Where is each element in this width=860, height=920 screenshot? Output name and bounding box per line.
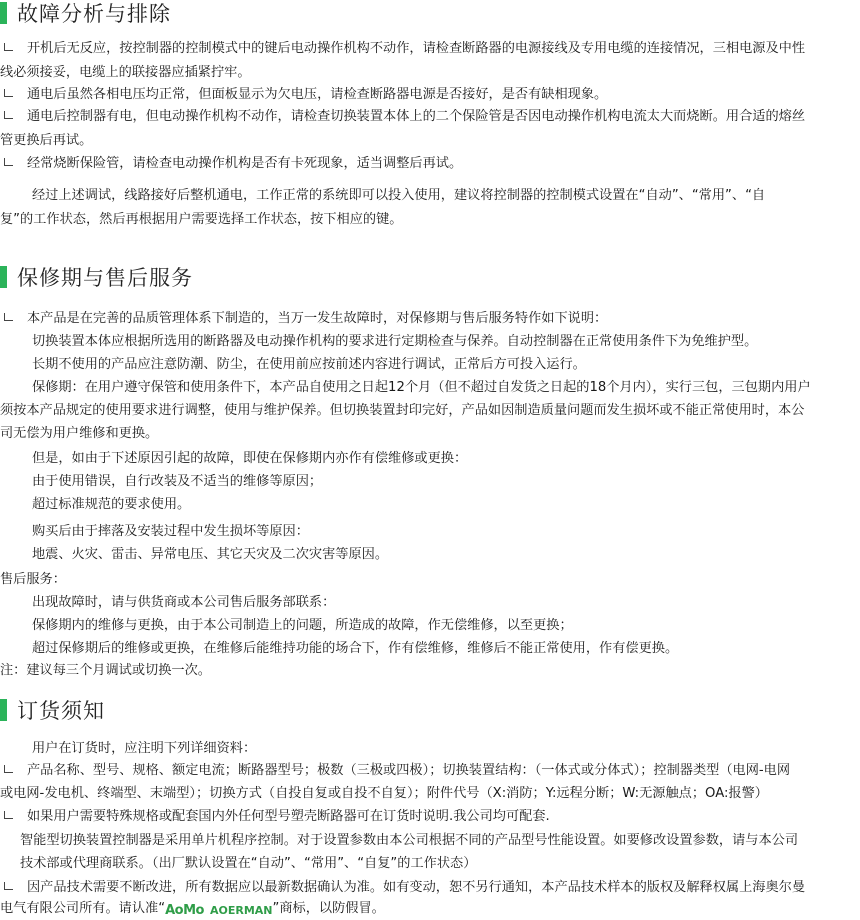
checkbox-bullet-icon	[4, 158, 13, 166]
warranty-text: 但是，如由于下述原因引起的故障，即使在保修期内亦作有偿维修或更换：	[32, 451, 468, 466]
order-item: 产品名称、型号、规格、额定电流；断路器型号；极数（三极或四极）；切换装置结构：（一体式或分体式）；控制器类型（电网-电网	[4, 762, 790, 780]
fault-item: 开机后无反应，按控制器的控制模式中的键后电动操作机构不动作，请检查断路器的电源接线及专用电缆的连接情况，三相电源及中性	[4, 40, 805, 58]
fault-item: 经常烧断保险管，请检查电动操作机构是否有卡死现象，适当调整后再试。	[4, 155, 462, 173]
order-text: 智能型切换装置控制器是采用单片机程序控制。对于设置参数由本公司根据不同的产品型号性能设置。如要修改设置参数，请与本公司	[20, 833, 799, 848]
warranty-text: 司无偿为用户维修和更换。	[0, 426, 159, 441]
warranty-text: 出现故障时，请与供货商或本公司售后服务部联系：	[32, 595, 336, 610]
fault-item: 通电后控制器有电，但电动操作机构不动作，请检查切换装置本体上的二个保险管是否因电动操作机构电流太大而烧断。用合适的熔丝	[4, 108, 805, 126]
fault-item-cont: 管更换后再试。	[0, 133, 93, 148]
heading-accent-bar	[0, 699, 7, 721]
order-item: 如果用户需要特殊规格或配套国内外任何型号塑壳断路器可在订货时说明.我公司均可配套.	[4, 808, 550, 826]
warranty-text: 超过标准规范的要求使用。	[32, 497, 191, 512]
section-title: 保修期与售后服务	[17, 266, 193, 290]
order-item-cont: 电气有限公司所有。请认准“AoMo AOERMAN”商标，以防假冒。	[0, 901, 385, 918]
section-title: 故障分析与排除	[17, 2, 171, 26]
order-item: 因产品技术需要不断改进，所有数据应以最新数据确认为准。如有变动，恕不另行通知，本产品技术样本的版权及解释权属上海奥尔曼	[4, 879, 805, 897]
fault-summary-cont: 复”的工作状态，然后再根据用户需要选择工作状态，按下相应的键。	[0, 212, 403, 227]
warranty-text: 地震、火灾、雷击、异常电压、其它天灾及二次灾害等原因。	[32, 547, 389, 562]
warranty-note: 注：建议每三个月调试或切换一次。	[0, 663, 211, 678]
fault-item-cont: 线必须接妥，电缆上的联接器应插紧拧牢。	[0, 65, 251, 80]
warranty-text: 须按本产品规定的使用要求进行调整，使用与维护保养。但切换装置封印完好，产品如因制造质量问题而发生损坏或不能正常使用时，本公	[0, 403, 805, 418]
section-heading-order	[0, 697, 105, 723]
checkbox-bullet-icon	[4, 89, 13, 97]
aoerman-brand-logo: AoMo AOERMAN	[165, 903, 273, 918]
warranty-text: 由于使用错误，自行改装及不适当的维修等原因；	[32, 474, 323, 489]
warranty-text: 长期不使用的产品应注意防潮、防尘，在使用前应按前述内容进行调试，正常后方可投入运行。	[32, 357, 586, 372]
heading-accent-bar	[0, 266, 7, 288]
order-text: 技术部或代理商联系。（出厂默认设置在“自动”、“常用”、“自复”的工作状态）	[20, 856, 477, 871]
checkbox-bullet-icon	[4, 811, 13, 819]
warranty-text: 切换装置本体应根据所选用的断路器及电动操作机构的要求进行定期检查与保养。自动控制器在正常使用条件下为免维护型。	[32, 334, 758, 349]
warranty-text: 超过保修期后的维修或更换，在维修后能维持功能的场合下，作有偿维修，维修后不能正常使用，作有偿更换。	[32, 641, 679, 656]
order-item-cont: 或电网-发电机、终端型、末端型）；切换方式（自投自复或自投不自复）；附件代号（X:消防；Y:远程分断；W:无源触点；OA:报警）	[0, 786, 768, 801]
section-title: 订货须知	[17, 699, 105, 723]
section-heading-fault	[0, 0, 171, 26]
checkbox-bullet-icon	[4, 765, 13, 773]
warranty-text: 购买后由于摔落及安装过程中发生损坏等原因：	[32, 524, 309, 539]
warranty-text: 保修期内的维修与更换，由于本公司制造上的问题，所造成的故障，作无偿维修，以至更换；	[32, 618, 573, 633]
warranty-text: 保修期：在用户遵守保管和使用条件下，本产品自使用之日起12个月（但不超过自发货之日起的18个月内），实行三包，三包期内用户	[32, 380, 811, 395]
section-heading-warranty	[0, 264, 193, 290]
fault-item: 通电后虽然各相电压均正常，但面板显示为欠电压，请检查断路器电源是否接好，是否有缺相现象。	[4, 86, 607, 104]
heading-accent-bar	[0, 2, 7, 24]
fault-summary: 经过上述调试，线路接好后整机通电，工作正常的系统即可以投入使用，建议将控制器的控制模式设置在“自动”、“常用”、“自	[32, 188, 766, 203]
checkbox-bullet-icon	[4, 882, 13, 890]
order-text: 用户在订货时，应注明下列详细资料：	[32, 741, 257, 756]
warranty-item: 本产品是在完善的品质管理体系下制造的，当万一发生故障时，对保修期与售后服务特作如下说明：	[4, 310, 607, 328]
after-sales-label: 售后服务：	[0, 572, 66, 587]
checkbox-bullet-icon	[4, 43, 13, 51]
checkbox-bullet-icon	[4, 313, 13, 321]
checkbox-bullet-icon	[4, 111, 13, 119]
